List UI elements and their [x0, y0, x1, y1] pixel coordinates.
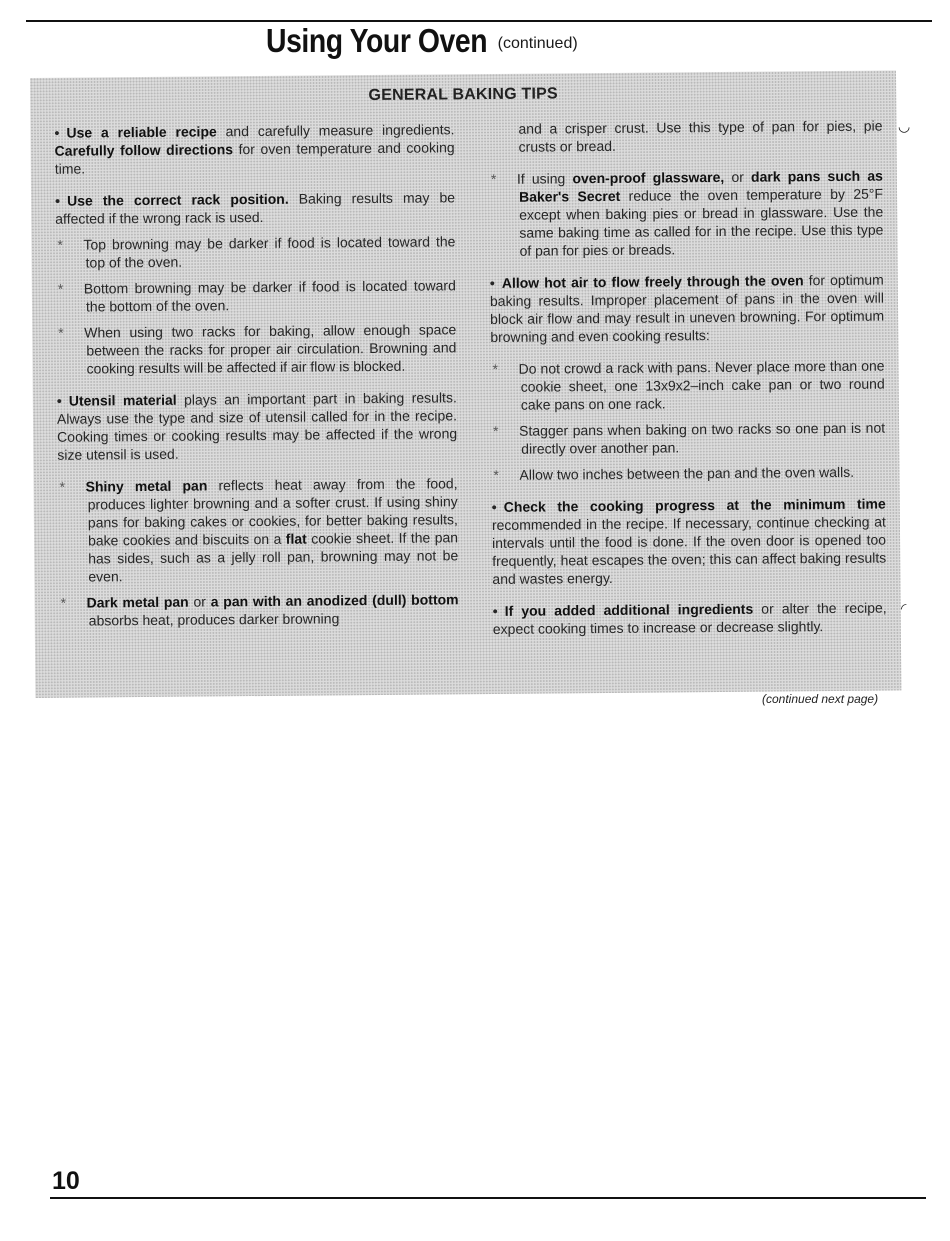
tip-bold-text: Use the correct rack position. — [67, 190, 289, 209]
binding-mark-icon: ◜ — [901, 600, 907, 616]
subtip-top-browning — [57, 232, 456, 271]
tip-text: and carefully measure ingredients. — [216, 121, 455, 140]
subtip-text: Allow two inches between the pan and the oven walls. — [519, 463, 855, 483]
tip-text: Baking results may be affected if the wrong rack is used. — [55, 189, 456, 227]
subtip-two-racks — [58, 320, 457, 377]
asterisk-icon: * — [57, 280, 64, 297]
tip-reliable-recipe — [54, 120, 454, 177]
bullet-icon: • — [491, 498, 497, 515]
binding-mark-icon: ◡ — [898, 118, 911, 134]
subtip-text: Bottom browning may be darker if food is located toward the bottom of the oven. — [83, 277, 456, 315]
tip-text: for optimum baking results. Improper placement of pans in the oven will block air flow and may result in uneven browning. For optimum browning and even cooking results: — [489, 271, 885, 345]
tip-air-flow — [490, 271, 885, 346]
tip-utensil-material — [57, 388, 458, 463]
page-number: 10 — [52, 1167, 80, 1195]
continued-next-page-note: (continued next page) — [762, 692, 879, 706]
left-column — [54, 120, 459, 643]
tip-text: recommended in the recipe. If necessary, continue checking at intervals until the food is done. If the oven door is opened too frequently, heat escapes the oven; this can affect baking results and wastes energy. — [491, 513, 887, 587]
tip-bold-text: If you added additional ingredients — [504, 600, 754, 619]
tip-additional-ingredients — [493, 599, 887, 638]
subtip-bottom-browning — [57, 276, 456, 315]
subtip-text: If using — [516, 170, 573, 187]
subtip-text: Top browning may be darker if food is located toward the top of the oven. — [83, 233, 456, 271]
subtip-bold-text: oven-proof glassware, — [572, 168, 725, 187]
tip-text: plays an important part in baking results. Always use the type and size of utensil called for in the recipe. Cooking times or cooking results may be affected if the wrong size utensil is used. — [56, 389, 458, 463]
subtip-text: Do not crowd a rack with pans. Never place more than one cookie sheet, one 13x9x2–inch cake pan or two round cake pans on one rack. — [518, 357, 885, 413]
subtip-two-inches — [493, 463, 885, 484]
right-column — [488, 117, 887, 652]
tip-bold-text: Allow hot air to flow freely through the oven — [501, 272, 804, 291]
tip-check-progress — [492, 495, 887, 588]
subtip-do-not-crowd — [492, 357, 885, 414]
tip-text: for oven temperature and cooking time. — [54, 139, 455, 177]
subtip-text: absorbs heat, produces darker browning — [88, 610, 340, 629]
tip-bold-text: Carefully follow directions — [54, 141, 234, 159]
subtip-bold-text: Dark metal pan — [86, 593, 189, 611]
baking-tips-panel — [30, 70, 901, 698]
subtip-text: or — [188, 593, 211, 610]
subtip-glassware — [490, 167, 884, 260]
subtip-stagger-pans — [493, 419, 886, 458]
subtip-text: reduce the oven temperature by 25°F except when baking pies or bread in glassware. Use the same baking time as called for in the recipe. Use this type of pan for pies or breads. — [519, 185, 884, 259]
subtip-shiny-metal-pan — [59, 474, 459, 585]
subtip-text: When using two racks for baking, allow enough space between the racks for proper air circulation. Browning and cooking results will be affected if air flow is blocked. — [84, 321, 457, 377]
bullet-icon: • — [55, 192, 61, 209]
tip-text: or alter the recipe, expect cooking times to increase or decrease slightly. — [492, 599, 887, 637]
bullet-icon: • — [489, 274, 495, 291]
tip-bold-text: Utensil material — [68, 391, 177, 409]
asterisk-icon: * — [59, 478, 66, 495]
tip-rack-position — [55, 188, 455, 227]
page-title-suffix: (continued) — [497, 35, 578, 52]
asterisk-icon: * — [490, 170, 497, 187]
asterisk-icon: * — [493, 422, 499, 439]
subtip-dark-metal-pan — [60, 590, 459, 629]
subtip-bold-text: Shiny metal pan — [85, 477, 208, 495]
asterisk-icon: * — [60, 594, 67, 611]
page-title — [266, 22, 578, 60]
bullet-icon: • — [54, 124, 60, 141]
tip-bold-text: Check the cooking progress at the minimum time — [503, 495, 886, 515]
subtip-dark-pan-continued — [518, 117, 882, 156]
subtip-bold-text: flat — [285, 530, 307, 547]
page-title-main: Using Your Oven — [266, 22, 488, 59]
tip-bold-text: Use a reliable recipe — [66, 123, 217, 141]
asterisk-icon: * — [58, 324, 64, 341]
subtip-text: Stagger pans when baking on two racks so one pan is not directly over another pan. — [519, 419, 886, 457]
subtip-text: or — [724, 168, 752, 185]
subtip-bold-text: dark pans such as Baker's Secret — [518, 167, 883, 205]
subtip-text: cookie sheet. If the pan has sides, such as a jelly roll pan, browning may not be even. — [88, 529, 459, 585]
asterisk-icon: * — [57, 236, 63, 253]
section-heading: GENERAL BAKING TIPS — [368, 85, 558, 105]
subtip-text: and a crisper crust. Use this type of pan for pies, pie crusts or bread. — [518, 117, 883, 155]
asterisk-icon: * — [492, 360, 499, 377]
bullet-icon: • — [56, 392, 62, 409]
asterisk-icon: * — [493, 466, 500, 483]
bullet-icon: • — [492, 602, 498, 619]
bottom-rule — [50, 1197, 926, 1199]
subtip-text: reflects heat away from the food, produces lighter browning and a softer crust. If using shiny pans for baking cakes or cookies, for better baking results, bake cookies and biscuits on a — [87, 475, 458, 549]
subtip-bold-text: a pan with an anodized (dull) bottom — [210, 591, 459, 610]
